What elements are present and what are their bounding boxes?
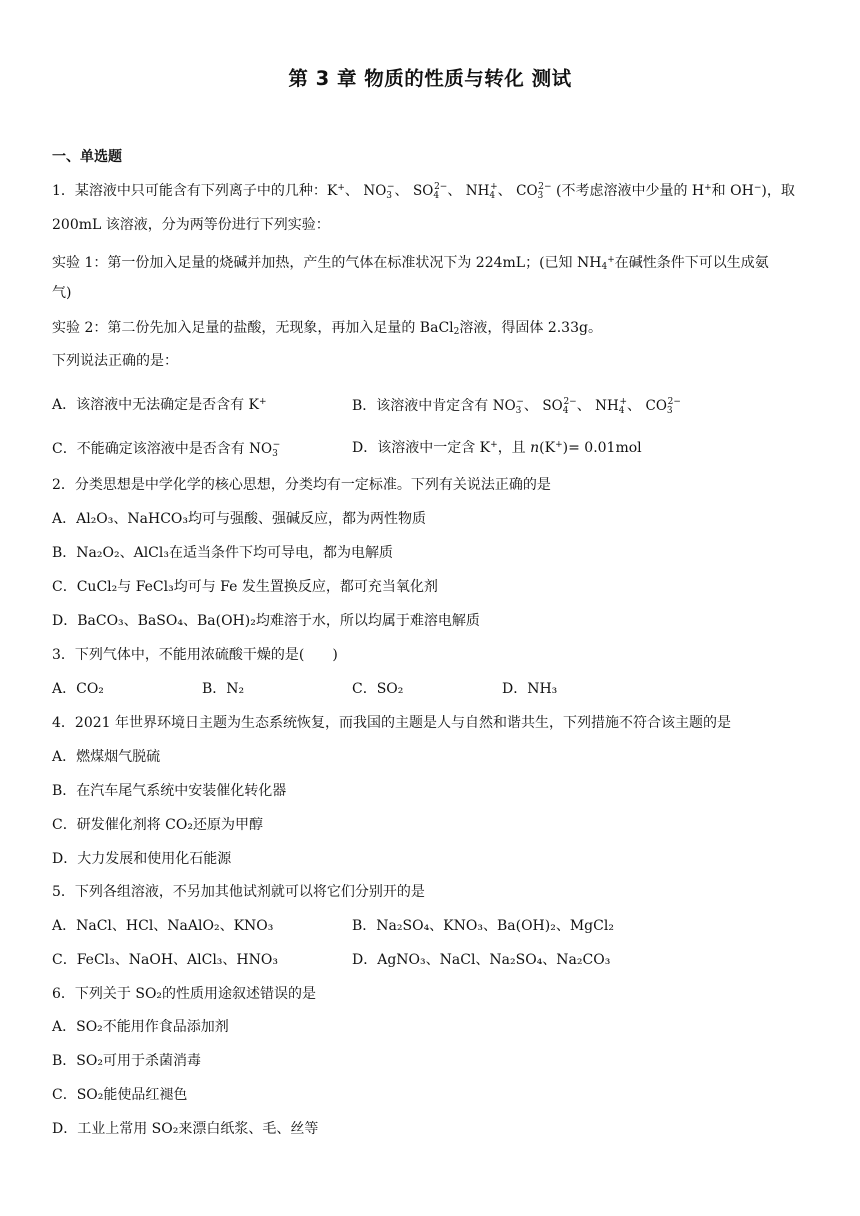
q6-option-c[interactable]: C．SO₂能使品红褪色	[52, 1087, 188, 1103]
ion-ammonium: $NH_4^+$	[595, 397, 628, 416]
q1-stem-line4: 气)	[52, 285, 72, 301]
ion-carbonate: $CO_3^{2-}$	[516, 182, 552, 201]
q5-stem: 5．下列各组溶液，不另加其他试剂就可以将它们分别开的是	[52, 884, 425, 900]
q4-stem: 4．2021 年世界环境日主题为生态系统恢复，而我国的主题是人与自然和谐共生，下列措施不符合该主题的是	[52, 715, 731, 731]
q2-option-a[interactable]: A．Al₂O₃、NaHCO₃均可与强酸、强碱反应，都为两性物质	[52, 511, 427, 527]
q1-stem-line3: 实验 1：第一份加入足量的烧碱并加热，产生的气体在标准状况下为 224mL；(已知 $NH_4^+$在碱性条件下可以生成氨	[52, 255, 769, 272]
ion-nitrate: $NO_3^-$	[249, 440, 281, 459]
q6-stem: 6．下列关于 SO₂的性质用途叙述错误的是	[52, 986, 317, 1002]
q5-option-c[interactable]: C．FeCl₃、NaOH、AlCl₃、HNO₃	[52, 952, 278, 968]
q1-stem-line2: 200mL 该溶液，分为两等份进行下列实验：	[52, 217, 330, 233]
q4-option-c[interactable]: C．研发催化剂将 CO₂还原为甲醇	[52, 817, 263, 833]
ion-sulfate: $SO_4^{2-}$	[413, 182, 448, 201]
q2-stem: 2．分类思想是中学化学的核心思想，分类均有一定标准。下列有关说法正确的是	[52, 477, 551, 493]
q3-option-b[interactable]: B．N₂	[202, 681, 245, 697]
q6-option-b[interactable]: B．SO₂可用于杀菌消毒	[52, 1053, 201, 1069]
q3-option-d[interactable]: D．NH₃	[502, 681, 558, 697]
q2-option-b[interactable]: B．Na₂O₂、AlCl₃在适当条件下均可导电，都为电解质	[52, 545, 393, 561]
ion-sulfate: $SO_4^{2-}$	[542, 397, 577, 416]
q1-stem-line5: 实验 2：第二份先加入足量的盐酸，无现象，再加入足量的 BaCl$_2$溶液，得固体 2.33g。	[52, 320, 602, 337]
page-title: 第 3 章 物质的性质与转化 测试	[288, 67, 572, 90]
q4-option-d[interactable]: D．大力发展和使用化石能源	[52, 851, 232, 867]
ion-nitrate: $NO_3^-$	[363, 182, 395, 201]
q2-option-c[interactable]: C．CuCl₂与 FeCl₃均可与 Fe 发生置换反应，都可充当氧化剂	[52, 579, 438, 595]
ion-nitrate: $NO_3^-$	[492, 397, 524, 416]
q1-option-a[interactable]: A．该溶液中无法确定是否含有 K+	[52, 397, 267, 413]
q2-option-d[interactable]: D．BaCO₃、BaSO₄、Ba(OH)₂均难溶于水，所以均属于难溶电解质	[52, 613, 480, 629]
q6-option-a[interactable]: A．SO₂不能用作食品添加剂	[52, 1019, 229, 1035]
q1-stem-line1: 1．某溶液中只可能含有下列离子中的几种：K+、 $NO_3^-$、 $SO_4^{2-}$、 $NH_4^+$、 $CO_3^{2-}$ (不考虑溶液中少量的 H+和 OH−)，取	[52, 177, 795, 206]
section-heading: 一、单选题	[52, 149, 122, 165]
ion-carbonate: $CO_3^{2-}$	[645, 397, 681, 416]
q1-option-d[interactable]: D．该溶液中一定含 K+，且 n(K+)= 0.01mol	[352, 440, 642, 456]
q3-stem: 3．下列气体中，不能用浓硫酸干燥的是( )	[52, 647, 338, 663]
ion-ammonium: $NH_4^+$	[465, 182, 498, 201]
q5-option-a[interactable]: A．NaCl、HCl、NaAlO₂、KNO₃	[52, 918, 274, 934]
q4-option-a[interactable]: A．燃煤烟气脱硫	[52, 749, 161, 765]
q1-option-c[interactable]: C．不能确定该溶液中是否含有 $NO_3^-$	[52, 435, 280, 464]
q1-stem-line6: 下列说法正确的是：	[52, 353, 178, 369]
q3-option-c[interactable]: C．SO₂	[352, 681, 404, 697]
q1-option-b[interactable]: B．该溶液中肯定含有 $NO_3^-$、 $SO_4^{2-}$、 $NH_4^+$、 $CO_3^{2-}$	[352, 392, 681, 421]
q4-option-b[interactable]: B．在汽车尾气系统中安装催化转化器	[52, 783, 287, 799]
q6-option-d[interactable]: D．工业上常用 SO₂来漂白纸浆、毛、丝等	[52, 1121, 319, 1137]
q3-option-a[interactable]: A．CO₂	[52, 681, 104, 697]
q5-option-d[interactable]: D．AgNO₃、NaCl、Na₂SO₄、Na₂CO₃	[352, 952, 611, 968]
q5-option-b[interactable]: B．Na₂SO₄、KNO₃、Ba(OH)₂、MgCl₂	[352, 918, 614, 934]
